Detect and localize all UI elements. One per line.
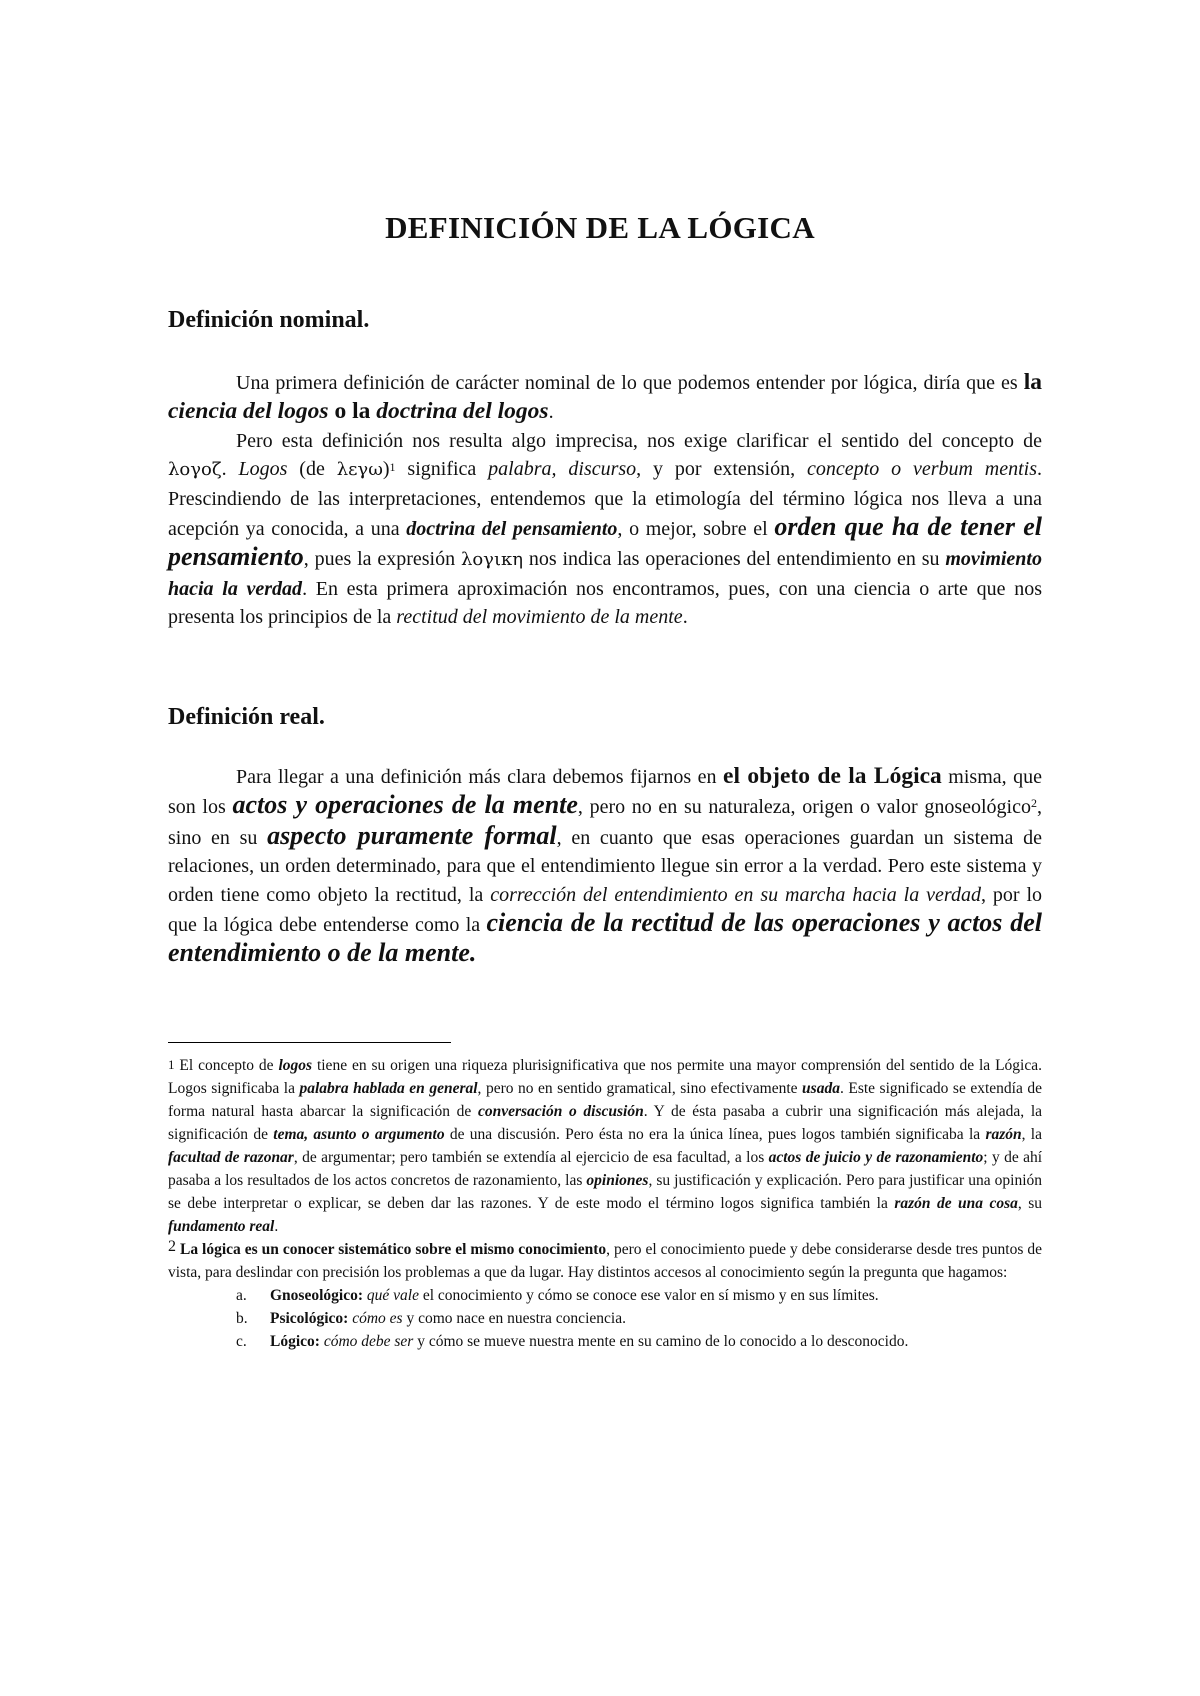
emphasis: rectitud del movimiento de la mente xyxy=(396,606,683,629)
text-run: de una discusión. Pero ésta no era la única línea, pues logos también significaba la xyxy=(444,1126,986,1143)
emphasis: qué vale xyxy=(366,1287,419,1304)
emphasis: razón de una cosa xyxy=(894,1195,1018,1212)
emphasis: orden que ha de tener el pensamiento xyxy=(168,512,1042,572)
text-run: . xyxy=(548,401,554,424)
text-run: . xyxy=(682,606,688,629)
emphasis: razón xyxy=(985,1126,1022,1143)
emphasis: aspecto puramente formal xyxy=(267,820,557,850)
text-run: o xyxy=(328,398,353,425)
footnotes xyxy=(168,1054,1042,1353)
emphasis: usada xyxy=(802,1080,840,1097)
emphasis: palabra hablada en general xyxy=(299,1080,478,1097)
emphasis: Logos xyxy=(238,458,288,481)
text-run: ) xyxy=(382,458,390,481)
text-run: y como nace en nuestra conciencia. xyxy=(402,1310,626,1327)
text-run: , por lo que la lógica debe entenderse como la xyxy=(168,883,1043,937)
text-run: , de argumentar; pero también se extendía al ejercicio de esa facultad, a los xyxy=(293,1149,769,1166)
text-run: . Prescindiendo de las interpretaciones, entendemos que la etimología del término lógica nos lleva a una acepción ya conocida, a una xyxy=(168,458,1043,541)
paragraph xyxy=(168,762,1042,970)
text-run: , pues la expresión xyxy=(303,548,461,571)
footnote-2 xyxy=(168,1238,1042,1284)
list-item xyxy=(236,1330,1042,1353)
list-marker: a. xyxy=(236,1287,247,1304)
footnote-mark: 1 xyxy=(168,1057,175,1072)
strong: el objeto de la Lógica xyxy=(723,763,942,789)
emphasis: corrección del entendimiento en su marcha hacia la verdad xyxy=(490,883,981,906)
footnote-divider xyxy=(168,1042,451,1043)
greek-word: λεγω xyxy=(336,459,383,481)
emphasis: cómo es xyxy=(352,1310,403,1327)
text-run: Pero esta definición nos resulta algo imprecisa, nos exige clarificar el sentido del concepto de xyxy=(236,429,1042,452)
emphasis: doctrina del logos xyxy=(376,398,549,425)
list-item xyxy=(236,1307,1042,1330)
text-run: misma, que son los xyxy=(168,766,1042,819)
emphasis: palabra, discurso xyxy=(488,458,637,481)
page-title: DEFINICIÓN DE LA LÓGICA xyxy=(385,210,815,245)
section-real-definition xyxy=(168,762,1042,970)
footnote-ref-1[interactable]: 1 xyxy=(389,460,396,475)
list-marker: b. xyxy=(236,1310,248,1327)
strong: La lógica es un conocer sistemático sobre el mismo conocimiento xyxy=(179,1241,607,1258)
text-run: la xyxy=(352,398,377,425)
emphasis: actos y operaciones de la mente xyxy=(232,790,578,820)
text-run: , pero no en su naturaleza, origen o valor gnoseológico xyxy=(577,796,1031,819)
footnote-mark: 2 xyxy=(168,1238,176,1255)
emphasis: conversación o discusión xyxy=(477,1103,644,1120)
paragraph xyxy=(168,368,1042,427)
paragraph xyxy=(168,427,1042,632)
emphasis: ciencia de la rectitud de las operaciones y actos del entendimiento o de la mente. xyxy=(168,908,1042,968)
text-run: nos indica las operaciones del entendimiento en su xyxy=(523,548,946,571)
text-run: El concepto de xyxy=(174,1057,279,1074)
text-run: . Este significado se extendía de forma natural hasta abarcar la significación de xyxy=(168,1080,1043,1120)
emphasis: facultad de razonar xyxy=(168,1149,294,1166)
text-run: , en cuanto que esas operaciones guardan un sistema de relaciones, un orden determinado, para que el entendimiento llegue sin error a la verdad. Pero este sistema y orden tiene como objeto la rectitud, la xyxy=(168,826,1042,906)
emphasis: doctrina del pensamiento xyxy=(406,518,618,541)
text-run: Una primera definición de carácter nominal de lo que podemos entender por lógica, diría que es xyxy=(236,372,1024,394)
emphasis: concepto o verbum mentis xyxy=(807,458,1038,481)
text-run: , sino en su xyxy=(168,796,1042,849)
text-run: , su xyxy=(1017,1195,1042,1212)
text-run: Para llegar a una definición más clara debemos fijarnos en xyxy=(236,766,724,788)
greek-word: λογοζ xyxy=(168,459,222,481)
footnote-2-list xyxy=(168,1284,1042,1353)
emphasis: tema, asunto o argumento xyxy=(273,1126,445,1143)
text-run: , y por extensión, xyxy=(636,458,807,481)
text-run: significa xyxy=(395,458,489,481)
text-run: ; y de ahí pasaba a los resultados de los actos concretos de razonamiento, las xyxy=(168,1149,1043,1189)
text-run: (de xyxy=(287,458,337,481)
text-run: la xyxy=(1023,369,1042,395)
item-label: Gnoseológico: xyxy=(270,1287,363,1304)
list-item xyxy=(236,1284,1042,1307)
item-label: Lógico: xyxy=(270,1333,320,1350)
heading-real-definition: Definición real. xyxy=(168,704,325,730)
text-run: , pero el conocimiento puede y debe considerarse desde tres puntos de vista, para deslindar con precisión los problemas a que da lugar. Hay distintos accesos al conocimiento según la pregunta que hagamos: xyxy=(168,1241,1042,1281)
list-marker: c. xyxy=(236,1333,247,1350)
text-run: , pero no en sentido gramatical, sino efectivamente xyxy=(477,1080,803,1097)
section-nominal-definition xyxy=(168,368,1042,632)
text-run: , o mejor, sobre el xyxy=(617,518,775,541)
emphasis: movimiento hacia la verdad xyxy=(168,548,1042,600)
emphasis: fundamento real xyxy=(168,1218,275,1235)
text-run: , su justificación y explicación. Pero para justificar una opinión se debe interpretar o explicar, se deben dar las razones. Y de este modo el término logos significa también la xyxy=(168,1172,1043,1212)
text-run: . Y de ésta pasaba a cubrir una significación más alejada, la significación de xyxy=(168,1103,1042,1143)
text-run: y cómo se mueve nuestra mente en su camino de lo conocido a lo desconocido. xyxy=(413,1333,909,1350)
item-label: Psicológico: xyxy=(270,1310,349,1327)
emphasis: opiniones xyxy=(586,1172,649,1189)
text-run: , la xyxy=(1021,1126,1042,1143)
footnote-1 xyxy=(168,1054,1042,1238)
text-run: . xyxy=(274,1218,279,1235)
text-run: tiene en su origen una riqueza plurisignificativa que nos permite una mayor comprensión del sentido de la Lógica. Logos significaba la xyxy=(168,1057,1042,1097)
emphasis: logos xyxy=(278,1057,313,1074)
emphasis: actos de juicio y de razonamiento xyxy=(768,1149,984,1166)
footnote-ref-2[interactable]: 2 xyxy=(1031,796,1037,811)
text-run: . xyxy=(221,458,239,481)
text-run: . En esta primera aproximación nos encontramos, pues, con una ciencia o arte que nos presenta los principios de la xyxy=(168,577,1042,629)
emphasis: ciencia del logos xyxy=(168,398,329,425)
emphasis: cómo debe ser xyxy=(323,1333,414,1350)
heading-nominal-definition: Definición nominal. xyxy=(168,307,370,333)
text-run: el conocimiento y cómo se conoce ese valor en sí mismo y en sus límites. xyxy=(418,1287,879,1304)
greek-word: λογικη xyxy=(460,549,524,571)
